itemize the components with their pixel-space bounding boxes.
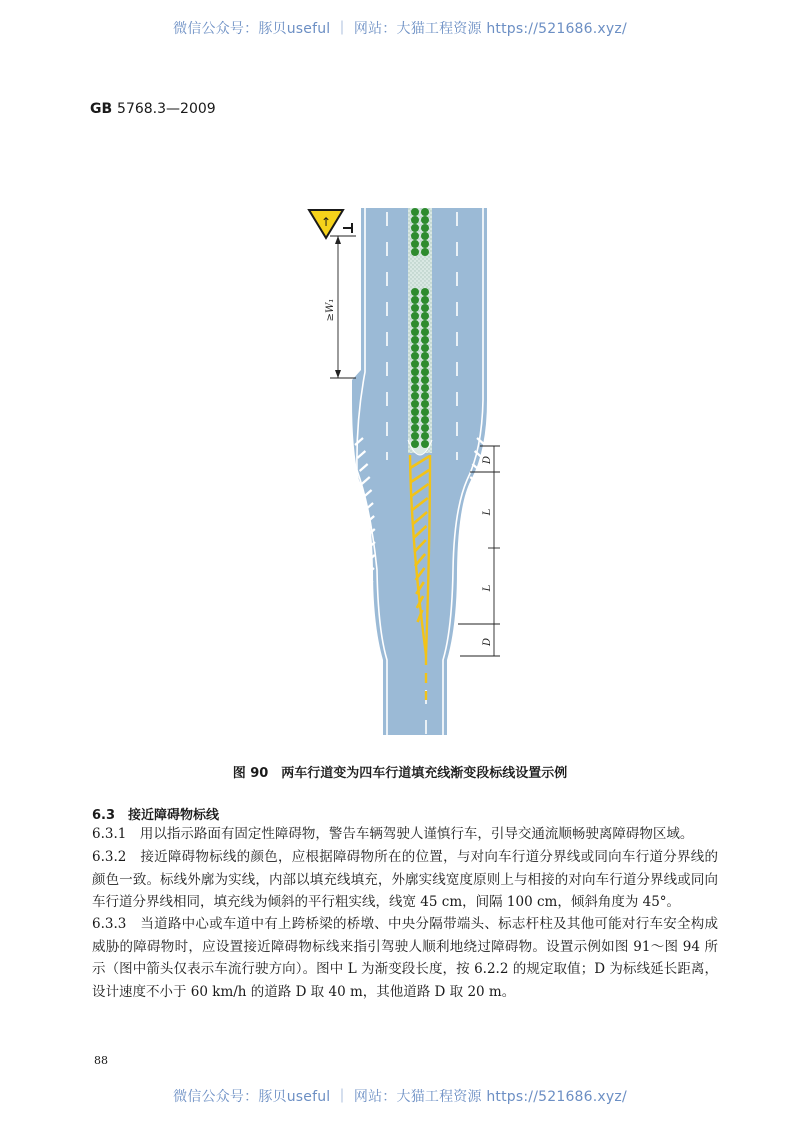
- tree: [411, 288, 419, 296]
- side-hatch-line: [365, 581, 373, 588]
- side-hatch-line: [471, 607, 479, 614]
- tree: [411, 376, 419, 384]
- tree: [421, 360, 429, 368]
- side-hatch-line: [470, 477, 478, 484]
- tree: [411, 352, 419, 360]
- tree: [421, 232, 429, 240]
- tree: [411, 224, 419, 232]
- standard-prefix: GB: [90, 101, 113, 117]
- tree: [411, 312, 419, 320]
- tree: [411, 328, 419, 336]
- tree: [411, 208, 419, 216]
- side-hatch-line: [473, 620, 481, 627]
- paragraph-6-3-2: 6.3.2 接近障碍物标线的颜色，应根据障碍物所在的位置，与对向车行道分界线或同向车行道分界线的颜色一致。标线外廓为实线，内部以填充线填充，外廓实线宽度原则上与相接的对向车行道分界线或同向车行道分界线相同，填充线为倾斜的平行粗实线，线宽 45 cm，间隔 100 cm，倾斜角度为 45°。: [92, 849, 718, 910]
- label-l-lower: L: [482, 584, 493, 592]
- side-hatch-line: [361, 607, 369, 614]
- tree: [421, 384, 429, 392]
- tree: [421, 312, 429, 320]
- warning-distance-dimension: [325, 236, 356, 378]
- tree: [421, 400, 429, 408]
- dimension-arrow-top: [335, 236, 341, 244]
- tree: [421, 440, 429, 448]
- tree: [421, 248, 429, 256]
- tree: [421, 344, 429, 352]
- tree: [421, 328, 429, 336]
- tree: [411, 360, 419, 368]
- tree: [411, 424, 419, 432]
- tree: [411, 368, 419, 376]
- side-hatch-line: [469, 594, 477, 601]
- watermark-top: 微信公众号：豚贝useful ｜ 网站：大猫工程资源 https://521686.xyz/: [173, 21, 627, 37]
- tree: [411, 320, 419, 328]
- paragraph-6-3-1: 6.3.1 用以指示路面有固定性障碍物，警告车辆驾驶人谨慎行车，引导交通流顺畅驶离障碍物区域。: [92, 826, 694, 842]
- side-hatch-line: [468, 490, 476, 497]
- warning-sign: [309, 210, 352, 238]
- tree: [421, 216, 429, 224]
- tree: [421, 368, 429, 376]
- tree: [411, 344, 419, 352]
- tree: [411, 400, 419, 408]
- tree: [411, 392, 419, 400]
- label-l-upper: L: [482, 508, 493, 516]
- tree: [421, 408, 429, 416]
- tree: [411, 232, 419, 240]
- tree: [421, 424, 429, 432]
- watermark-bottom: 微信公众号：豚贝useful ｜ 网站：大猫工程资源 https://521686.xyz/: [173, 1089, 627, 1105]
- tree: [421, 240, 429, 248]
- side-hatch-line: [467, 503, 475, 510]
- side-hatch-line: [467, 581, 475, 588]
- tree: [421, 416, 429, 424]
- side-hatch-line: [465, 542, 473, 549]
- tree: [421, 376, 429, 384]
- dimension-arrow-bottom: [335, 370, 341, 378]
- tree: [411, 304, 419, 312]
- paragraph-6-3-3: 6.3.3 当道路中心或车道中有上跨桥梁的桥墩、中央分隔带端头、标志杆柱及其他可能对行车安全构成威胁的障碍物时，应设置接近障碍物标线来指引驾驶人顺利地绕过障碍物。设置示例如图 91～图 94 所示（图中箭头仅表示车流行驶方向）。图中 L 为渐变段长度，按 6.2.2 的规定取值；D 为标线延长距离，设计速度不小于 60 km/h 的道路 D 取 40 m，其他道路 D 取 20 m。: [92, 916, 718, 1000]
- section-title: 6.3 接近障碍物标线: [92, 808, 220, 823]
- tree: [421, 304, 429, 312]
- side-hatch-line: [366, 568, 374, 575]
- side-hatch-line: [363, 594, 371, 601]
- tree: [411, 432, 419, 440]
- side-hatch-line: [465, 529, 473, 536]
- side-hatch-line: [466, 568, 474, 575]
- tree: [421, 224, 429, 232]
- tree: [411, 384, 419, 392]
- tree: [421, 352, 429, 360]
- label-d-bottom: D: [482, 637, 493, 647]
- standard-number: 5768.3—2009: [117, 101, 216, 117]
- tree: [411, 440, 419, 448]
- tree: [411, 336, 419, 344]
- tree: [411, 240, 419, 248]
- tree: [421, 288, 429, 296]
- tree: [421, 336, 429, 344]
- tree: [421, 392, 429, 400]
- tree: [411, 296, 419, 304]
- tree: [411, 248, 419, 256]
- side-hatch-line: [466, 516, 474, 523]
- tree: [411, 416, 419, 424]
- tree: [421, 320, 429, 328]
- warning-sign-symbol: ↑: [320, 215, 332, 229]
- side-hatch-line: [465, 555, 473, 562]
- tree: [421, 432, 429, 440]
- side-hatch-line: [357, 633, 365, 640]
- label-d-top: D: [482, 455, 493, 465]
- figure-caption: 图 90 两车行道变为四车行道填充线渐变段标线设置示例: [232, 766, 568, 781]
- label-warning-distance: ≥W₁: [325, 298, 336, 322]
- page-number: 88: [94, 1054, 108, 1067]
- tree: [421, 208, 429, 216]
- tree: [411, 408, 419, 416]
- tree: [411, 216, 419, 224]
- tree: [421, 296, 429, 304]
- side-hatch-line: [359, 620, 367, 627]
